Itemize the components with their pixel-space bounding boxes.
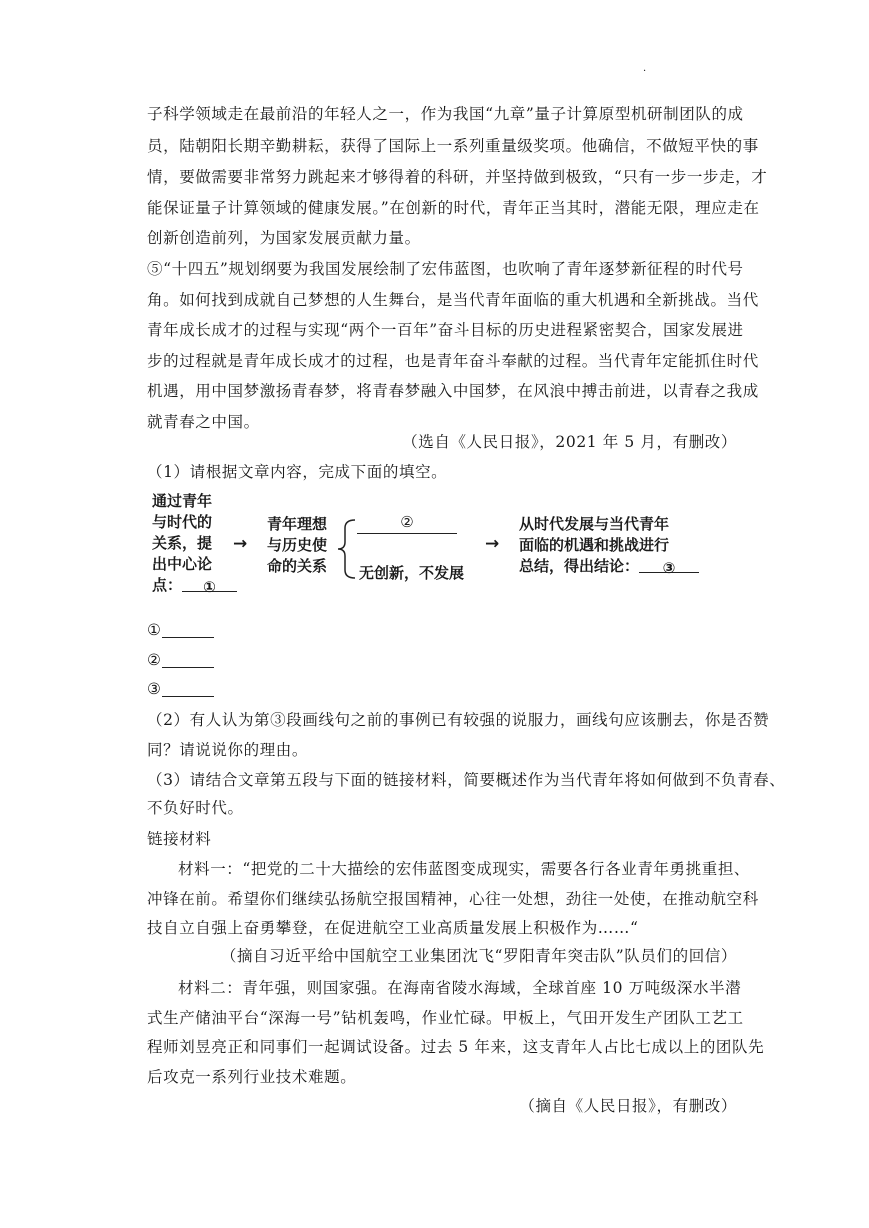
diagram-box-2: [267, 514, 327, 577]
paragraph-line: 能保证量子计算领域的健康发展。”在创新的时代，青年正当其时，潜能无限，理应走在: [147, 199, 760, 217]
paragraph-line: 子科学领域走在最前沿的年轻人之一，作为我国“九章”量子计算原型机研制团队的成: [147, 105, 744, 123]
material-2-source: （摘自《人民日报》，有删改）: [519, 1097, 737, 1115]
diagram-text: 命的关系: [267, 557, 328, 575]
diagram-text: 与历史使: [267, 536, 328, 554]
question-2-line: 同？请说说你的理由。: [147, 741, 309, 759]
diagram-text: 与时代的: [152, 513, 213, 531]
paragraph-line: 角。如何找到成就自己梦想的人生舞台，是当代青年面临的重大机遇和全新挑战。当代: [147, 291, 759, 309]
question-2-line: （2）有人认为第③段画线句之前的事例已有较强的说服力，画线句应该删去，你是否赞: [147, 711, 770, 729]
diagram-text: 从时代发展与当代青年: [519, 515, 670, 533]
paragraph-line: 机遇，用中国梦激扬青春梦，将青春梦融入中国梦，在风浪中搏击前进，以青春之我成: [147, 382, 759, 400]
diagram-text: 面临的机遇和挑战进行: [519, 536, 670, 554]
question-1: （1）请根据文章内容，完成下面的填空。: [147, 463, 448, 481]
diagram-text: 总结，得出结论： ③: [519, 556, 699, 577]
source-citation: （选自《人民日报》，2021 年 5 月，有删改）: [402, 433, 737, 451]
paragraph-line: 就青春之中国。: [147, 413, 260, 431]
diagram-box-3: [519, 514, 699, 577]
paragraph-line: 情，要做需要非常努力跳起来才够得着的科研，并坚持做到极致，“只有一步一步走，才: [147, 168, 768, 186]
diagram-text: 点： ①: [152, 575, 237, 596]
structure-diagram: [147, 491, 707, 609]
blank-2[interactable]: ②: [357, 512, 457, 534]
paragraph-line: 创新创造前列，为国家发展贡献力量。: [147, 229, 421, 247]
material-1-line: 技自立自强上奋勇攀登，在促进航空工业高质量发展上积极作为……“: [147, 919, 639, 937]
arrow-icon: →: [485, 534, 500, 554]
material-1-source: （摘自习近平给中国航空工业集团沈飞“罗阳青年突击队”队员们的回信）: [220, 947, 737, 965]
page-mark: ·: [643, 66, 647, 77]
material-2-line: 材料二：青年强，则国家强。在海南省陵水海域，全球首座 10 万吨级深水半潜: [178, 979, 742, 997]
diagram-text: 青年理想: [267, 515, 328, 533]
answer-line[interactable]: [162, 652, 214, 668]
diagram-text: 通过青年: [152, 492, 213, 510]
diagram-text: 出中心论: [152, 555, 213, 573]
answer-blank-row[interactable]: ③: [147, 679, 737, 699]
material-1-line: 材料一：“把党的二十大描绘的宏伟蓝图变成现实，需要各行各业青年勇挑重担、: [178, 860, 751, 878]
link-material-title: 链接材料: [147, 830, 212, 848]
paragraph-line: ⑤“十四五”规划纲要为我国发展绘制了宏伟蓝图，也吹响了青年逐梦新征程的时代号: [147, 260, 744, 278]
question-3-line: 不负好时代。: [147, 799, 244, 817]
answer-line[interactable]: [162, 622, 214, 638]
paragraph-line: 员，陆朝阳长期辛勤耕耘，获得了国际上一系列重量级奖项。他确信，不做短平快的事: [147, 137, 759, 155]
answer-blank-row[interactable]: ②: [147, 650, 737, 670]
branch-bottom: 无创新，不发展: [359, 564, 465, 582]
material-1-line: 冲锋在前。希望你们继续弘扬航空报国精神，心往一处想，劲往一处使，在推动航空科: [147, 890, 759, 908]
arrow-icon: →: [233, 534, 248, 554]
question-3-line: （3）请结合文章第五段与下面的链接材料，简要概述作为当代青年将如何做到不负青春、: [147, 771, 786, 789]
diagram-box-1: [152, 491, 237, 596]
answer-line[interactable]: [162, 681, 214, 697]
material-2-line: 式生产储油平台“深海一号”钻机轰鸣，作业忙碌。甲板上，气田开发生产团队工艺工: [147, 1009, 744, 1027]
material-2-line: 程师刘昱亮正和同事们一起调试设备。过去 5 年来，这支青年人占比七成以上的团队先: [147, 1038, 765, 1056]
answer-blank-row[interactable]: ①: [147, 620, 737, 640]
blank-1[interactable]: ①: [182, 577, 237, 592]
diagram-text: 关系，提: [152, 534, 213, 552]
paragraph-line: 步的过程就是青年成长成才的过程，也是青年奋斗奉献的过程。当代青年定能抓住时代: [147, 352, 759, 370]
paragraph-line: 青年成长成才的过程与实现“两个一百年”奋斗目标的历史进程紧密契合，国家发展进: [147, 321, 744, 339]
material-2-line: 后攻克一系列行业技术难题。: [147, 1068, 357, 1086]
blank-3[interactable]: ③: [639, 558, 699, 573]
